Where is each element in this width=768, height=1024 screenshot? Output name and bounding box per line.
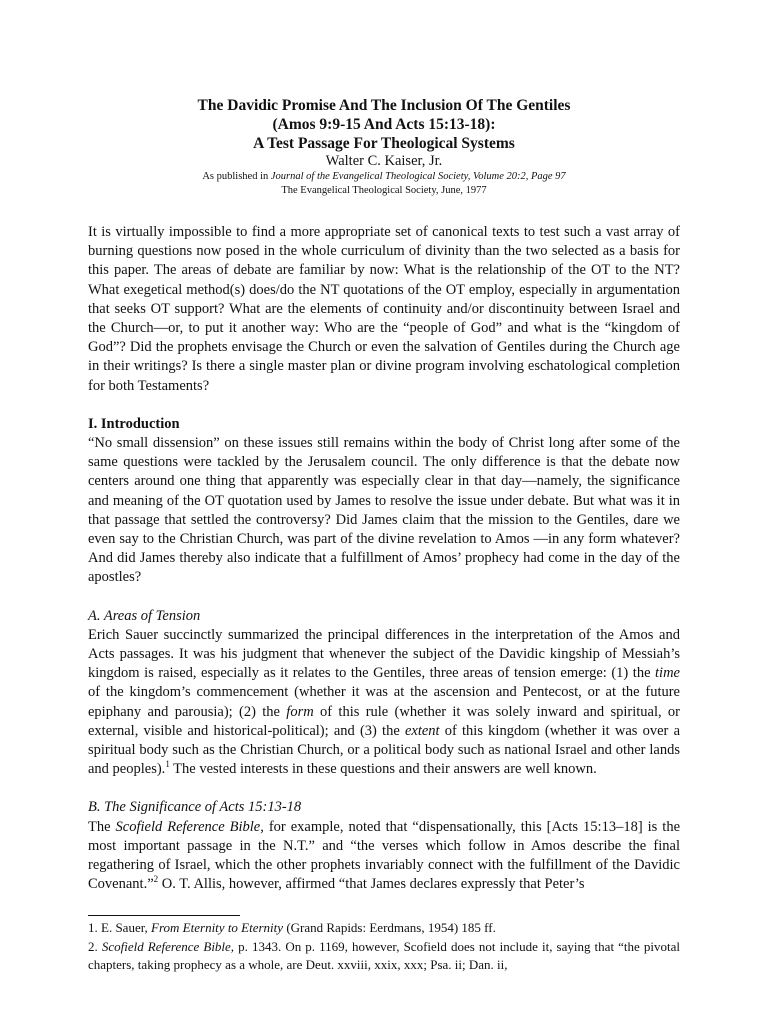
journal-citation: Journal of the Evangelical Theological Society, Volume 20:2, Page 97 <box>270 171 566 182</box>
emphasis-scofield: Scofield Reference Bible, <box>115 818 264 835</box>
published-prefix: As published in <box>202 171 271 182</box>
emphasis-form: form <box>286 703 314 720</box>
footnote-2 <box>88 938 680 974</box>
footnote-text: 2. <box>88 938 102 954</box>
text-run: The vested interests in these questions and their answers are well known. <box>169 761 597 778</box>
title-line-2: (Amos 9:9-15 And Acts 15:13-18): <box>272 116 496 133</box>
footnote-book-title: Scofield Reference Bible, <box>101 938 235 954</box>
text-run: Erich Sauer succinctly summarized the principal differences in the interpretation of the Amos and Acts passages. It was his judgment that whenever the subject of the Davidic kingship of Messiah’s kingdom is raised, especially as it relates to the Gentiles, three areas of tension emerge: (1) the <box>88 626 680 682</box>
publisher-line: The Evangelical Theological Society, June, 1977 <box>281 185 487 196</box>
publication-info <box>88 170 680 184</box>
footnote-ref-2[interactable]: 2 <box>153 874 159 885</box>
text-run: of this rule (whether it was solely inward and spiritual, or external, visible and historical-political); and (3) the <box>88 703 680 739</box>
footnote-book-title: From Eternity to Eternity <box>151 919 284 935</box>
title-line-3: A Test Passage For Theological Systems <box>253 135 515 152</box>
subsection-heading-significance: B. The Significance of Acts 15:13-18 <box>88 799 302 816</box>
footnote-1 <box>88 919 680 937</box>
footnote-text: p. 1343. On p. 1169, however, Scofield does not include it, saying that “the pivotal chapters, taking prophecy as a whole, are Deut. xxviii, xxix, xxx; Psa. ii; Dan. ii, <box>88 938 680 972</box>
significance-paragraph <box>88 818 680 895</box>
text-run: The <box>88 818 116 835</box>
footnote-text: 1. E. Sauer, <box>88 919 152 935</box>
footnote-ref-1[interactable]: 1 <box>165 759 170 770</box>
text-run: of the kingdom’s commencement (whether it was at the ascension and Pentecost, or at the future epiphany and parousia); (2) the <box>88 684 680 720</box>
section-heading-introduction: I. Introduction <box>88 415 180 432</box>
intro-paragraph: It is virtually impossible to find a more appropriate set of canonical texts to test such a vast array of burning questions now posed in the whole curriculum of divinity than the two selected as a basis for this paper. The areas of debate are familiar by now: What is the relationship of the OT to the NT? What exegetical method(s) does/do the NT quotations of the OT employ, especially in argumentation that seeks OT support? What are the elements of continuity and/or discontinuity between Israel and the Church—or, to put it another way: Who are the “people of God” and what is the “kingdom of God”? Did the prophets envisage the Church or even the salvation of Gentiles during the Church age in their writings? Is there a single master plan or divine program involving eschatological completion for both Testaments? <box>88 224 680 394</box>
introduction-paragraph: “No small dissension” on these issues still remains within the body of Christ long after some of the same questions were tackled by the Jerusalem council. The only difference is that the debate now centers around one thing that apparently was especially clear in that day—namely, the significance and meaning of the OT quotation used by James to resolve the issue under debate. But what was it in that passage that settled the controversy? Did James claim that the mission to the Gentiles, dare we even say to the Christian Church, was part of the divine revelation to Amos —in any form whatever? And did James thereby also indicate that a fulfillment of Amos’ prophecy had come in the day of the apostles? <box>88 435 680 586</box>
subsection-heading-areas-of-tension: A. Areas of Tension <box>88 607 201 624</box>
footnote-divider <box>88 915 240 916</box>
emphasis-time: time <box>655 665 680 682</box>
footnote-text: (Grand Rapids: Eerdmans, 1954) 185 ff. <box>283 919 496 935</box>
text-run: of this kingdom (whether it was over a spiritual body such as the Christian Church, or a political body such as national Israel and other lands and peoples). <box>88 722 680 778</box>
author: Walter C. Kaiser, Jr. <box>325 153 443 169</box>
title-line-1: The Davidic Promise And The Inclusion Of The Gentiles <box>197 97 571 114</box>
text-run: O. T. Allis, however, affirmed “that James declares expressly that Peter’s <box>158 876 585 893</box>
text-run: for example, noted that “dispensationally, this [Acts 15:13–18] is the most important passage in the N.T.” and “the verses which follow in Amos describe the final regathering of Israel, which the other prophets invariably connect with the fulfillment of the Davidic Covenant.” <box>88 818 681 893</box>
emphasis-extent: extent <box>404 722 440 739</box>
areas-of-tension-paragraph <box>88 626 680 780</box>
